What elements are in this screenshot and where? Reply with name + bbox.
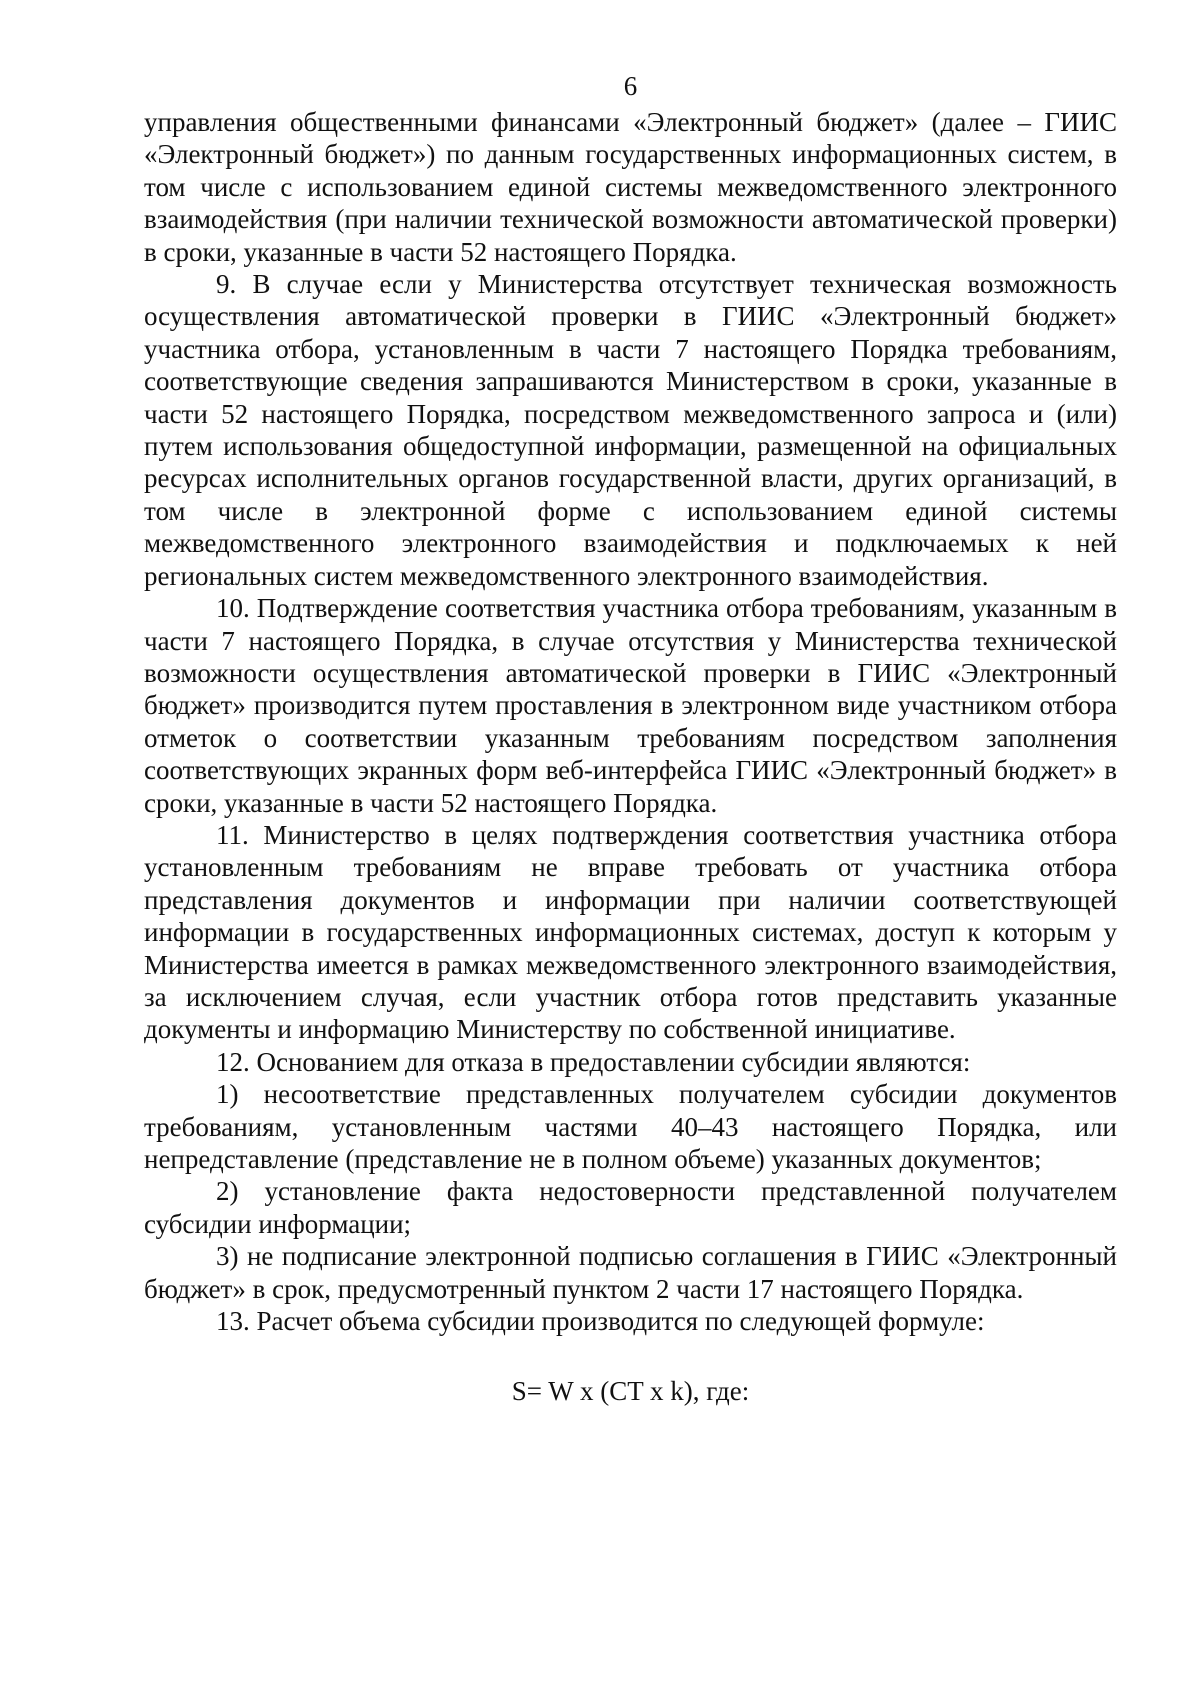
paragraph-intro: управления общественными финансами «Электронный бюджет» (далее – ГИИС «Электронный бюджет») по данным государственных информационных систем, в том числе с использованием единой системы межведомственного электронного взаимодействия (при наличии технической возможности автоматической проверки) в сроки, указанные в части 52 настоящего Порядка. [144, 107, 1117, 267]
paragraph-item-10: 10. Подтверждение соответствия участника отбора требованиям, указанным в части 7 настоящего Порядка, в случае отсутствия у Министерства технической возможности осуществления автоматической проверки в ГИИС «Электронный бюджет» производится путем проставления в электронном виде участником отбора отметок о соответствии указанным требованиям посредством заполнения соответствующих экранных форм веб-интерфейса ГИИС «Электронный бюджет» в сроки, указанные в части 52 настоящего Порядка. [144, 593, 1117, 818]
paragraph-item-11: 11. Министерство в целях подтверждения соответствия участника отбора установленным требованиям не вправе требовать от участника отбора представления документов и информации при наличии соответствующей информации в государственных информационных системах, доступ к которым у Министерства имеется в рамках межведомственного электронного взаимодействия, за исключением случая, если участник отбора готов представить указанные документы и информацию Министерству по собственной инициативе. [144, 819, 1117, 1045]
document-page [144, 70, 1117, 1407]
paragraph-subitem-1: 1) несоответствие представленных получателем субсидии документов требованиям, установленным частями 40–43 настоящего Порядка, или непредставление (представление не в полном объеме) указанных документов; [144, 1079, 1117, 1174]
page-number: 6 [623, 71, 638, 101]
paragraph-subitem-3: 3) не подписание электронной подписью соглашения в ГИИС «Электронный бюджет» в срок, предусмотренный пунктом 2 части 17 настоящего Порядка. [144, 1241, 1117, 1304]
paragraph-item-9: 9. В случае если у Министерства отсутствует техническая возможность осуществления автоматической проверки в ГИИС «Электронный бюджет» участника отбора, установленным в части 7 настоящего Порядка требованиям, соответствующие сведения запрашиваются Министерством в сроки, указанные в части 52 настоящего Порядка, посредством межведомственного запроса и (или) путем использования общедоступной информации, размещенной на официальных ресурсах исполнительных органов государственной власти, других организаций, в том числе в электронной форме с использованием единой системы межведомственного электронного взаимодействия и подключаемых к ней региональных систем межведомственного электронного взаимодействия. [144, 269, 1117, 591]
subsidy-formula: S= W x (CT x k), где: [511, 1376, 750, 1407]
paragraph-item-12: 12. Основанием для отказа в предоставлении субсидии являются: [216, 1046, 971, 1077]
paragraph-item-13: 13. Расчет объема субсидии производится по следующей формуле: [216, 1306, 985, 1337]
paragraph-subitem-2: 2) установление факта недостоверности представленной получателем субсидии информации; [144, 1176, 1117, 1239]
